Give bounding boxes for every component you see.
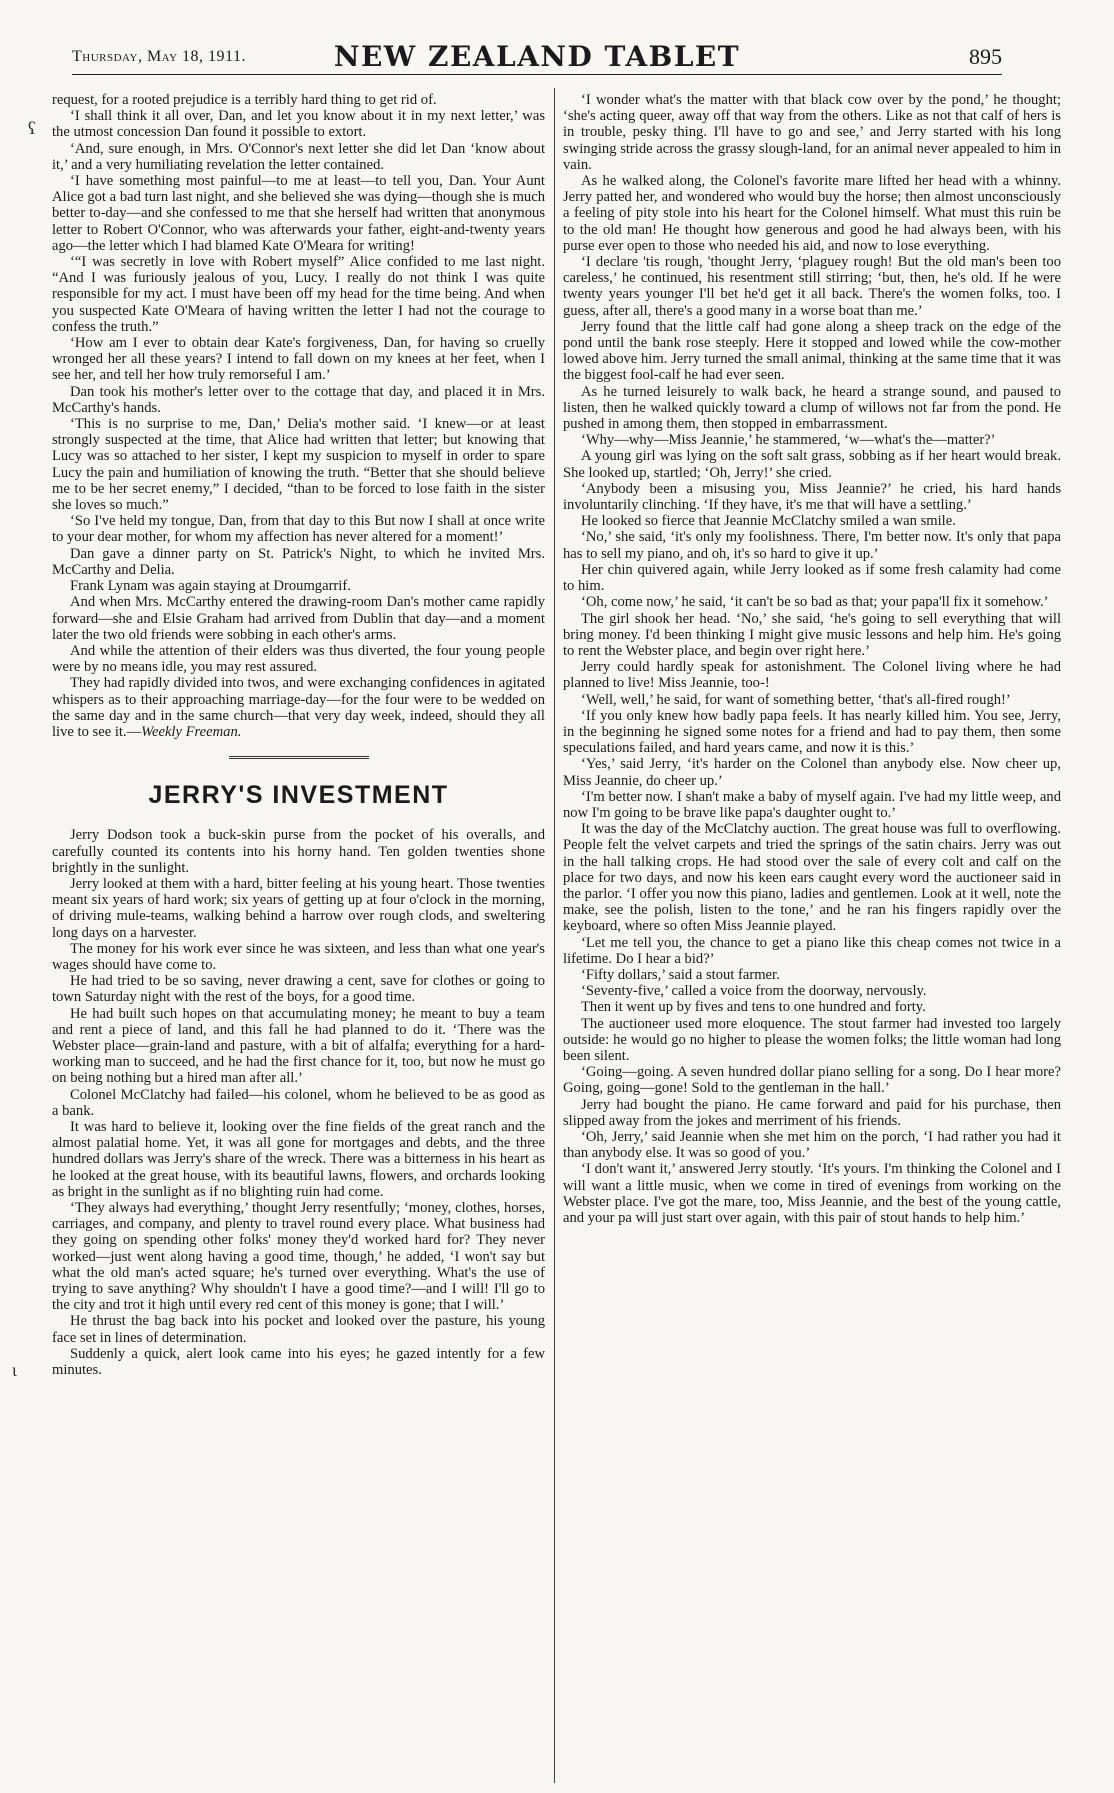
paragraph: ‘Oh, Jerry,’ said Jeannie when she met him on the porch, ‘I had rather you had it than anybody else. It was so good of you.’ (563, 1129, 1061, 1162)
paragraph: It was hard to believe it, looking over the fine fields of the great ranch and the almost palatial home. Yet, it was all gone for mortgages and debts, and the three hundred dollars was Jerry's share of the wreck. There was a bitterness in his heart as he looked at the great house, with its beautiful lawns, flowers, and orchards looking as bright in the sunlight as if no blighting ruin had come. (52, 1118, 545, 1200)
paragraph: request, for a rooted prejudice is a terribly hard thing to get rid of. (52, 92, 437, 108)
paragraph: He looked so fierce that Jeannie McClatchy smiled a wan smile. (581, 513, 956, 530)
paragraph: ‘Let me tell you, the chance to get a piano like this cheap comes not twice in a lifetime. Do I hear a bid?’ (563, 934, 1061, 967)
paragraph: As he turned leisurely to walk back, he heard a strange sound, and paused to listen, then he walked quickly toward a clump of willows not far from the pond. He pushed in among them, then stopped in embarrassment. (563, 383, 1061, 433)
paragraph: ‘So I've held my tongue, Dan, from that day to this But now I shall at once write to your dear mother, for whom my affection has never altered for a moment!’ (52, 513, 545, 546)
source-credit: Weekly Freeman. (141, 723, 242, 740)
page-header (72, 34, 1002, 75)
paragraph: Dan took his mother's letter over to the cottage that day, and placed it in Mrs. McCarthy's hands. (52, 383, 545, 416)
paragraph: ‘No,’ she said, ‘it's only my foolishness. There, I'm better now. It's only that papa has to sell my piano, and oh, it's so hard to give it up.’ (563, 529, 1061, 562)
paragraph: They had rapidly divided into twos, and were exchanging confidences in agitated whispers as to their approaching marriage-day—for the four were to be wedded on the same day and in the same church—that very day week, indeed, should they all live to see it.—Weekly Freeman. (52, 675, 545, 740)
paragraph: Jerry had bought the piano. He came forward and paid for his purchase, then slipped away from the jokes and merriment of his friends. (563, 1096, 1061, 1129)
story-2-body (52, 827, 545, 1378)
paragraph: ‘Oh, come now,’ he said, ‘it can't be so bad as that; your papa'll fix it somehow.’ (581, 594, 1049, 611)
paragraph: A young girl was lying on the soft salt grass, sobbing as if her heart would break. She looked up, startled; ‘Oh, Jerry!’ she cried. (563, 448, 1061, 481)
paragraph: He had tried to be so saving, never drawing a cent, save for clothes or going to town Saturday night with the rest of the boys, for a good time. (52, 973, 545, 1006)
paragraph: ‘Yes,’ said Jerry, ‘it's harder on the Colonel than anybody else. Now cheer up, Miss Jeannie, do cheer up.’ (563, 756, 1061, 789)
section-divider (229, 756, 369, 759)
right-column (563, 92, 1061, 1226)
left-column (52, 92, 545, 1378)
issue-date: Thursday, May 18, 1911. (72, 48, 246, 65)
paragraph: ‘“I was secretly in love with Robert myself” Alice confided to me last night. “And I was furiously jealous of you, Lucy. I really do not think I was quite responsible for my act. I must have been off my head for the time being. And when you suspected Kate O'Meara of having written the letter I had not the courage to confess the truth.” (52, 254, 545, 335)
paragraph: Jerry found that the little calf had gone along a sheep track on the edge of the pond until the bank rose steeply. Here it stopped and lowed while the cow-mother lowed above him. Jerry turned the small animal, thinking at the same time that it was the biggest fool-calf he had ever seen. (563, 318, 1061, 384)
paragraph: He had built such hopes on that accumulating money; he meant to buy a team and rent a piece of land, and this fall he had planned to do it. ‘There was the Webster place—grain-land and pasture, with a bit of alfalfa; everything for a hard-working man to succeed, and he had the first chance for it, too, but now he must go on being nothing but a hired man after all.’ (52, 1005, 545, 1087)
paragraph: ‘Anybody been a misusing you, Miss Jeannie?’ he cried, his hard hands involuntarily clinching. ‘If they have, it's me that will have a settling.’ (563, 480, 1061, 514)
paragraph: ‘If you only knew how badly papa feels. It has nearly killed him. You see, Jerry, in the beginning he signed some notes for a friend and had to pay them, then some speculations failed, and hard years came, and now it is this.’ (563, 707, 1061, 757)
paragraph: ‘Going—going. A seven hundred dollar piano selling for a song. Do I hear more? Going, going—gone! Sold to the gentleman in the hall.’ (563, 1064, 1061, 1097)
paragraph: ‘And, sure enough, in Mrs. O'Connor's next letter she did let Dan ‘know about it,’ and a very humiliating revelation the letter contained. (52, 140, 545, 173)
paragraph: It was the day of the McClatchy auction. The great house was full to overflowing. People felt the velvet carpets and tried the springs of the satin chairs. Jerry was out in the hall talking crops. He had stood over the sale of every colt and calf on the place for two days, and now his keen ears caught every word the auctioneer said in the parlor. ‘I offer you now this piano, ladies and gentlemen. Look at it well, note the make, see the polish, listen to the tone,’ and he ran his fingers rapidly over the keyboard, where so often Miss Jeannie played. (563, 821, 1061, 935)
paragraph: Colonel McClatchy had failed—his colonel, whom he believed to be as good as a bank. (52, 1086, 545, 1119)
paragraph: ‘How am I ever to obtain dear Kate's forgiveness, Dan, for having so cruelly wronged her all these years? I intend to fall down on my knees at her feet, when I see her, and tell her how truly remorseful I am.’ (52, 335, 545, 384)
paragraph: Frank Lynam was again staying at Droumgarrif. (70, 578, 351, 595)
paragraph: And while the attention of their elders was thus diverted, the four young people were by no means idle, you may rest assured. (52, 642, 545, 676)
paragraph: ‘I declare 'tis rough, 'thought Jerry, ‘plaguey rough! But the old man's been too careless,’ he continued, his resentment still stirring; ‘but, then, he's old. If he were twenty years younger I'll bet he'd get it all back. There's the women folks, too. I guess, after all, there's a good many in a worse boat than me.’ (563, 254, 1061, 319)
paragraph: And when Mrs. McCarthy entered the drawing-room Dan's mother came rapidly forward—she and Elsie Graham had arrived from Dublin that day—and a moment later the two old friends were sobbing in each other's arms. (52, 594, 545, 643)
story-2-continued (563, 92, 1061, 1226)
paragraph: The auctioneer used more eloquence. The stout farmer had invested too largely outside: he would go no higher to please the women folks; the little woman had long been silent. (563, 1015, 1061, 1064)
margin-mark-bottom: ɩ (12, 1360, 17, 1380)
paragraph: ‘I shall think it all over, Dan, and let you know about it in my next letter,’ was the utmost concession Dan found it possible to extort. (52, 108, 545, 141)
paragraph: Jerry Dodson took a buck-skin purse from the pocket of his overalls, and carefully counted its contents into his horny hand. Ten golden twenties shone brightly in the sunlight. (52, 827, 545, 876)
paragraph: ‘Fifty dollars,’ said a stout farmer. (581, 966, 780, 983)
paragraph: ‘This is no surprise to me, Dan,’ Delia's mother said. ‘I knew—or at least strongly suspected at the time, that Alice had written that letter; but knowing that Lucy was so attached to her sister, I kept my suspicion to myself in order to spare Lucy the pain and humiliation of knowing the truth. “Better that she should believe me to be her secret enemy,” I decided, “than to be forced to lose faith in the sister she loves so much.” (52, 416, 545, 514)
paragraph: ‘They always had everything,’ thought Jerry resentfully; ‘money, clothes, horses, carriages, and company, and plenty to travel round every place. What business had they going on spending other folks' money they'd worked hard for? They never worked—just went along having a good time, though,’ he added, ‘I won't say but what the old man's acted square; he's turned over everything. What's the use of trying to save anything? Why shouldn't I have a good time?—and I will! I'll go to the city and trot it high until every red cent of this money is gone; that I will.’ (52, 1200, 545, 1314)
paragraph: ‘Well, well,’ he said, for want of something better, ‘that's all-fired rough!’ (581, 691, 1011, 708)
paragraph: Her chin quivered again, while Jerry looked as if some fresh calamity had come to him. (563, 561, 1061, 595)
paragraph: The money for his work ever since he was sixteen, and less than what one year's wages should have come to. (52, 940, 545, 973)
paragraph: The girl shook her head. ‘No,’ she said, ‘he's going to sell everything that will bring money. I'd been thinking I might give music lessons and help him. He's going to rent the Webster place, and begin over right here.’ (563, 610, 1061, 659)
paragraph: ‘Why—why—Miss Jeannie,’ he stammered, ‘w—what's the—matter?’ (581, 432, 996, 449)
paragraph: Dan gave a dinner party on St. Patrick's Night, to which he invited Mrs. McCarthy and Delia. (52, 545, 545, 578)
paragraph: ‘I wonder what's the matter with that black cow over by the pond,’ he thought; ‘she's acting queer, away off that way from the others. Like as not that calf of hers is in trouble, pesky thing. I'll have to go and see,’ and Jerry started with his long swinging stride across the grassy slough-land, for an animal never appealed to him in vain. (563, 92, 1061, 173)
paragraph: Jerry could hardly speak for astonishment. The Colonel living where he had planned to live! Miss Jeannie, too-! (563, 659, 1061, 692)
page-number: 895 (969, 44, 1002, 69)
paragraph: He thrust the bag back into his pocket and looked over the pasture, his young face set in lines of determination. (52, 1313, 545, 1346)
paragraph: ‘Seventy-five,’ called a voice from the doorway, nervously. (581, 983, 927, 1000)
masthead-title: NEW ZEALAND TABLET (333, 40, 741, 73)
story-1-body (52, 92, 545, 740)
paragraph: ‘I'm better now. I shan't make a baby of myself again. I've had my little weep, and now I'm going to be brave like papa's daughter ought to.’ (563, 788, 1061, 821)
paragraph: Jerry looked at them with a hard, bitter feeling at his young heart. Those twenties meant six years of hard work; six years of getting up at four o'clock in the morning, of driving mule-teams, walking behind a harrow over rough clods, and sweltering long days on a harvester. (52, 875, 545, 941)
column-rule (554, 88, 555, 1783)
paragraph: Suddenly a quick, alert look came into his eyes; he gazed intently for a few minutes. (52, 1345, 545, 1379)
paragraph: Then it went up by fives and tens to one hundred and forty. (581, 999, 926, 1016)
article-title: JERRY'S INVESTMENT (148, 781, 449, 810)
paragraph: As he walked along, the Colonel's favorite mare lifted her head with a whinny. Jerry patted her, and wondered who would buy the horse; then almost unconsciously a feeling of pity stole into his heart for the Colonel himself. What must this ruin be to the old man! He thought how generous and good he had always been, with his purse ever open to those who needed his aid, and now to lose everything. (563, 173, 1061, 254)
paragraph: ‘I don't want it,’ answered Jerry stoutly. ‘It's yours. I'm thinking the Colonel and I will want a little music, when we come in tired of evenings from working on the Webster place. I've got the mare, too, Miss Jeannie, and the best of the young cattle, and your pa will just start over again, with this pair of stout hands to help him.’ (563, 1161, 1061, 1227)
margin-mark-top: ʕ (28, 118, 36, 138)
paragraph: ‘I have something most painful—to me at least—to tell you, Dan. Your Aunt Alice got a bad turn last night, and she believed she was dying—though she is much better to-day—and she confessed to me that she herself had written that anonymous letter to Robert O'Connor, who was afterwards your father, eight-and-twenty years ago—the letter which I had blamed Kate O'Meara for writing! (52, 173, 545, 254)
